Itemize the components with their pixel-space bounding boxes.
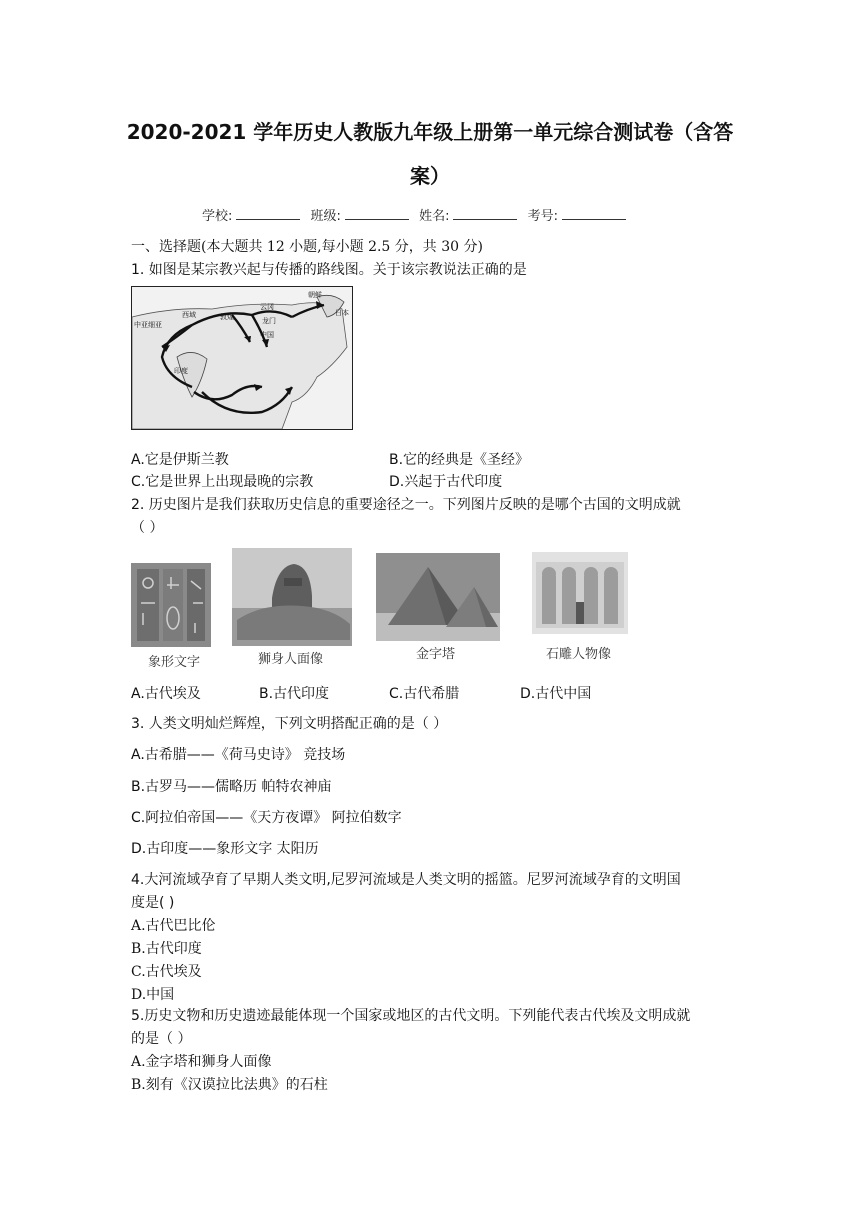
q4-option-a[interactable]: A.古代巴比伦	[131, 918, 216, 934]
map-label-yungang: 云冈	[260, 303, 274, 311]
q3-option-b[interactable]: B.古罗马——儒略历 帕特农神庙	[131, 779, 332, 795]
hieroglyph-picture	[131, 563, 211, 647]
q2-option-b[interactable]: B.古代印度	[259, 686, 330, 702]
q4-stem-line-1: 4.大河流域孕育了早期人类文明,尼罗河流域是人类文明的摇篮。尼罗河流域孕育的文明国	[131, 872, 681, 888]
caption-pyramid: 金字塔	[416, 647, 456, 662]
exam-no-label: 考号:	[527, 209, 558, 224]
q5-option-b[interactable]: B.刻有《汉谟拉比法典》的石柱	[131, 1077, 328, 1093]
q1-option-c[interactable]: C.它是世界上出现最晚的宗教	[131, 474, 314, 490]
caption-sphinx: 狮身人面像	[258, 652, 324, 667]
q5-option-a[interactable]: A.金字塔和狮身人面像	[131, 1054, 272, 1070]
pyramid-picture	[376, 553, 500, 641]
q1-stem: 1. 如图是某宗教兴起与传播的路线图。关于该宗教说法正确的是	[131, 262, 527, 278]
map-label-korea: 朝鲜	[308, 291, 322, 299]
name-label: 姓名:	[419, 209, 450, 224]
sphinx-picture	[232, 548, 352, 646]
q5-stem-line-1: 5.历史文物和历史遗迹最能体现一个国家或地区的古代文明。下列能代表古代埃及文明成就	[131, 1008, 691, 1024]
q2-option-d[interactable]: D.古代中国	[520, 686, 592, 702]
q1-route-map	[131, 286, 353, 430]
q5-stem-line-2: 的是（ ）	[131, 1031, 192, 1047]
q4-option-d[interactable]: D.中国	[131, 987, 175, 1003]
q2-option-c[interactable]: C.古代希腊	[389, 686, 460, 702]
class-label: 班级:	[310, 209, 341, 224]
school-label: 学校:	[202, 209, 233, 224]
school-blank[interactable]	[236, 205, 300, 220]
q2-stem-line-2: （ ）	[131, 520, 164, 536]
q4-option-b[interactable]: B.古代印度	[131, 941, 202, 957]
q2-option-a[interactable]: A.古代埃及	[131, 686, 201, 702]
q1-option-d[interactable]: D.兴起于古代印度	[389, 474, 503, 490]
q3-option-a[interactable]: A.古希腊——《荷马史诗》 竞技场	[131, 747, 346, 763]
q3-option-c[interactable]: C.阿拉伯帝国——《天方夜谭》 阿拉伯数字	[131, 810, 402, 826]
map-label-india: 印度	[174, 367, 188, 375]
map-label-china: 中国	[260, 331, 274, 339]
map-label-longmen: 龙门	[262, 317, 276, 325]
q1-option-a[interactable]: A.它是伊斯兰教	[131, 452, 229, 468]
map-label-central-asia: 中亚细亚	[134, 321, 162, 329]
q1-option-b[interactable]: B.它的经典是《圣经》	[389, 452, 530, 468]
route-map-drawing	[132, 287, 352, 429]
caption-statue: 石雕人物像	[546, 647, 612, 662]
title-line-2: 案）	[410, 164, 450, 188]
q2-stem-line-1: 2. 历史图片是我们获取历史信息的重要途径之一。下列图片反映的是哪个古国的文明成就	[131, 497, 681, 513]
map-label-dunhuang: 敦煌	[220, 313, 234, 321]
statue-picture	[532, 552, 628, 634]
q4-stem-line-2: 度是( )	[131, 895, 175, 911]
name-blank[interactable]	[453, 205, 517, 220]
student-info-line	[202, 205, 632, 224]
map-label-western-regions: 西域	[182, 311, 196, 319]
q3-option-d[interactable]: D.古印度——象形文字 太阳历	[131, 841, 319, 857]
q4-option-c[interactable]: C.古代埃及	[131, 964, 202, 980]
class-blank[interactable]	[345, 205, 409, 220]
map-label-japan: 日本	[335, 309, 349, 317]
section-heading: 一、选择题(本大题共 12 小题,每小题 2.5 分，共 30 分)	[131, 239, 483, 255]
q3-stem: 3. 人类文明灿烂辉煌，下列文明搭配正确的是（ ）	[131, 716, 448, 732]
caption-hieroglyph: 象形文字	[148, 655, 201, 670]
exam-no-blank[interactable]	[562, 205, 626, 220]
title-line-1: 2020-2021 学年历史人教版九年级上册第一单元综合测试卷（含答	[126, 120, 734, 144]
